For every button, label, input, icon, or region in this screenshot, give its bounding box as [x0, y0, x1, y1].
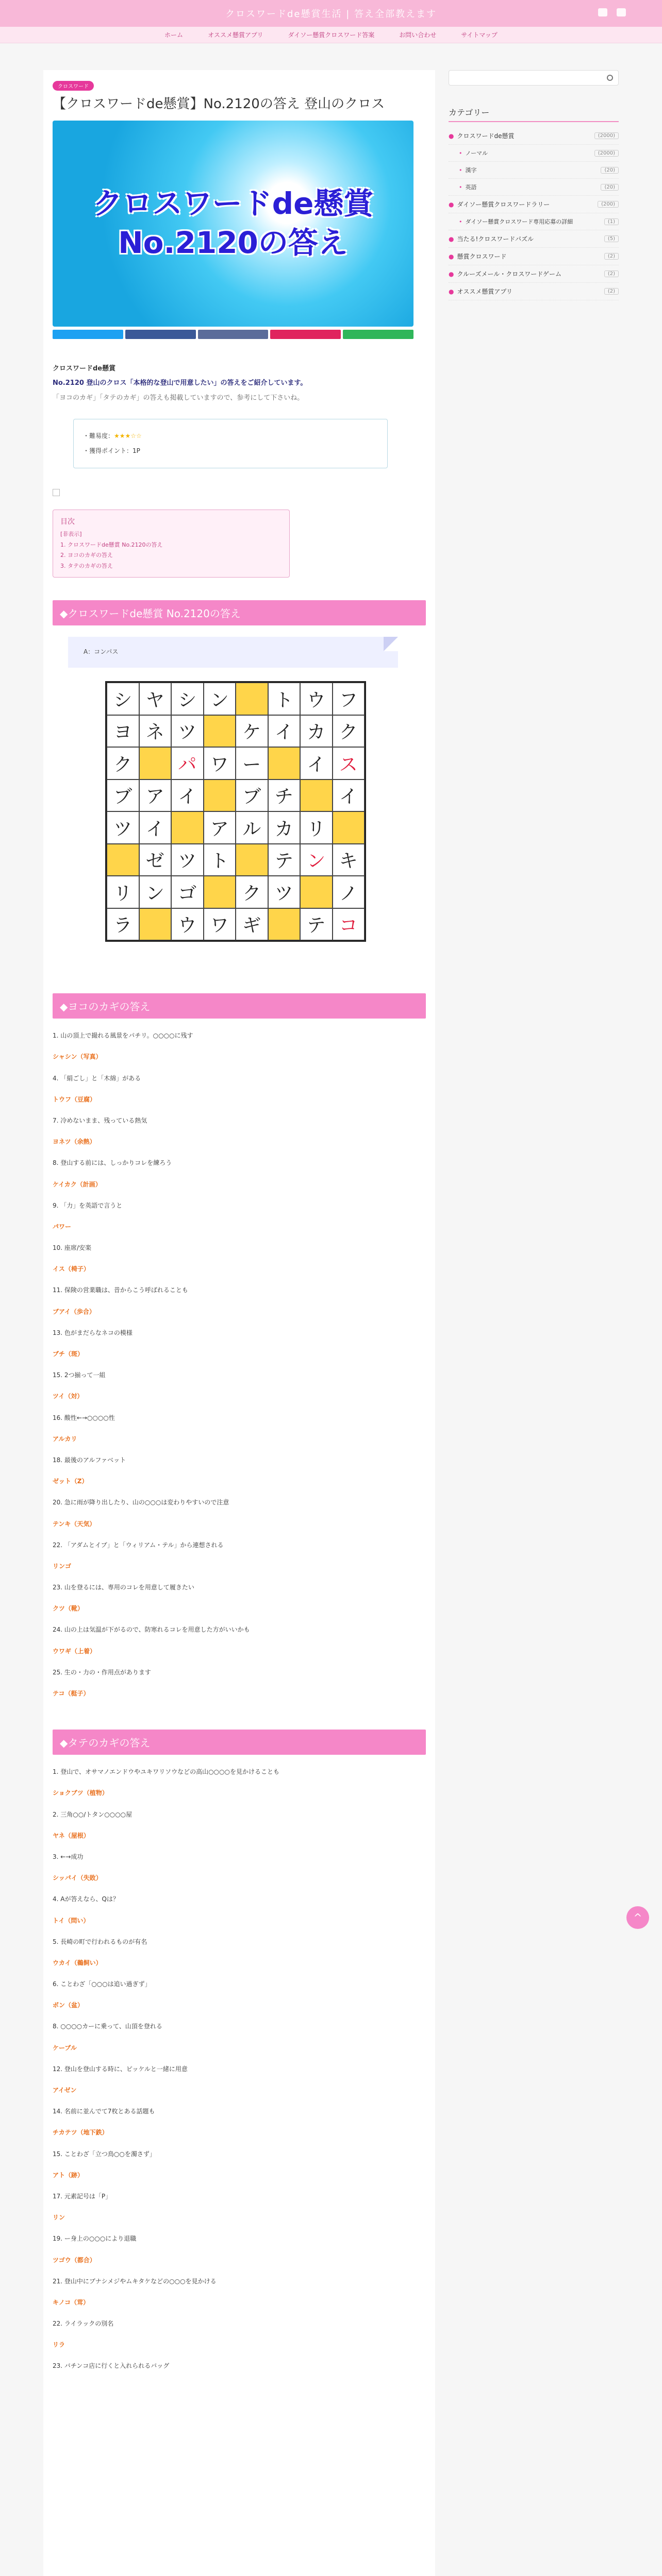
page-top-button[interactable]: ^: [626, 1906, 649, 1929]
grid-cell: カ: [268, 811, 301, 844]
bullet-icon: ●: [449, 132, 454, 140]
answer-box: [68, 637, 398, 668]
clue-question: 2. 三角○○/トタン○○○○屋: [53, 1810, 133, 1818]
grid-cell: ン: [204, 683, 236, 715]
sidebar-category-item[interactable]: [449, 179, 619, 196]
grid-cell: ツ: [171, 844, 204, 876]
grid-cell: ク: [236, 876, 268, 908]
nav-item[interactable]: お問い合わせ: [399, 31, 437, 39]
feed-icon[interactable]: [617, 8, 626, 16]
grid-cell: ル: [236, 811, 268, 844]
grid-cell: ツ: [107, 811, 139, 844]
grid-cell: ブ: [236, 779, 268, 812]
grid-cell: [139, 747, 172, 779]
points-row: ・獲得ポイント：1P: [83, 447, 140, 455]
grid-cell: [268, 908, 301, 941]
intro-strong: No.2120 登山のクロス「本格的な登山で用意したい」の答えをご紹介しています。: [53, 379, 307, 387]
search-input[interactable]: [449, 70, 619, 86]
grid-cell: [333, 811, 365, 844]
grid-cell: [236, 683, 268, 715]
grid-cell: [204, 876, 236, 908]
clue-question: 3. ←→成功: [53, 1853, 84, 1860]
clue-question: 1. 山の頂上で撮れる風景をパチリ。○○○○に残す: [53, 1032, 193, 1040]
clue-question: 24. 山の上は気温が下がるので、防寒れるコレを用意した方がいいかも: [53, 1626, 250, 1634]
sidebar-category-count: (20): [601, 167, 619, 174]
category-list: [449, 127, 619, 300]
page-title: 【クロスワードde懸賞】No.2120の答え 登山のクロス: [53, 96, 385, 112]
yoko-clue-list: [53, 1031, 426, 1699]
difficulty-box: [73, 419, 388, 468]
grid-cell: リ: [300, 811, 333, 844]
grid-cell: ゼ: [139, 844, 172, 876]
nav-item[interactable]: オススメ懸賞アプリ: [208, 31, 263, 39]
sidebar-category-label: [449, 234, 534, 243]
answer-heading: ◆クロスワードde懸賞 No.2120の答え: [53, 600, 426, 625]
grid-cell: リ: [107, 876, 139, 908]
grid-cell: キ: [333, 844, 365, 876]
grid-cell: [300, 876, 333, 908]
line-share-button[interactable]: [343, 330, 413, 339]
clue-answer: ケーブル: [53, 2044, 77, 2052]
sidebar-category-label: [459, 217, 573, 226]
grid-cell: ク: [333, 715, 365, 748]
nav-item[interactable]: ホーム: [164, 31, 184, 39]
grid-cell: ン: [300, 844, 333, 876]
clue-question: 15. ことわざ「立つ鳥○○を濁さず」: [53, 2150, 156, 2158]
clue-answer: ショクブツ（植物）: [53, 1789, 108, 1797]
site-header: [0, 0, 662, 27]
clue-answer: シッパイ（失敗）: [53, 1874, 102, 1882]
nav-item[interactable]: サイトマップ: [461, 31, 498, 39]
clue-question: 23. 山を登るには、専用のコレを用意して履きたい: [53, 1584, 194, 1591]
clue-answer: アイゼン: [53, 2087, 77, 2094]
clue-question: 23. バチンコ店に行くと入れられるバッグ: [53, 2362, 170, 2370]
bullet-icon: ●: [449, 270, 454, 278]
grid-cell: ス: [333, 747, 365, 779]
grid-cell: ワ: [204, 908, 236, 941]
facebook-share-button[interactable]: [125, 330, 196, 339]
sidebar: [449, 70, 619, 300]
grid-cell: ギ: [236, 908, 268, 941]
clue-question: 22. ライラックの別名: [53, 2320, 114, 2328]
clue-question: 6. ことわざ「○○○は追い過ぎず」: [53, 1980, 151, 1988]
sidebar-category-item[interactable]: [449, 145, 619, 162]
sidebar-category-text: オススメ懸賞アプリ: [457, 288, 512, 295]
intro-note: 「ヨコのカギ」「タテのカギ」の答えも掲載していますので、参考にして下さいね。: [53, 394, 304, 402]
sidebar-category-count: (2): [604, 253, 619, 260]
grid-cell: ー: [236, 747, 268, 779]
grid-cell: イ: [139, 811, 172, 844]
grid-cell: ト: [204, 844, 236, 876]
clue-question: 13. 色がまだらなネコの模様: [53, 1329, 133, 1336]
bullet-icon: ●: [449, 288, 454, 295]
sidebar-category-text: 英語: [465, 184, 477, 191]
clue-question: 4. 「絹ごし」と「木綿」がある: [53, 1074, 141, 1082]
grid-cell: ブ: [107, 779, 139, 812]
sidebar-category-item[interactable]: [449, 127, 619, 145]
sidebar-category-text: 漢字: [465, 167, 477, 174]
clue-answer: リンゴ: [53, 1562, 72, 1570]
sidebar-category-text: ノーマル: [465, 150, 488, 157]
grid-cell: イ: [333, 779, 365, 812]
answer-text: A：コンパス: [84, 648, 119, 656]
grid-cell: ヤ: [139, 683, 172, 715]
sidebar-category-count: (2): [604, 288, 619, 295]
difficulty-label: ・難易度：: [83, 432, 114, 440]
clue-answer: テコ（梃子）: [53, 1690, 90, 1698]
sidebar-category-label: [459, 183, 477, 191]
bullet-icon: ●: [449, 201, 454, 208]
bullet-icon: •: [459, 167, 462, 174]
bullet-icon: ●: [449, 235, 454, 243]
category-badge[interactable]: クロスワード: [53, 81, 94, 91]
toc-item[interactable]: 2. ヨコのカギの答え: [60, 552, 113, 559]
share-buttons: [53, 330, 413, 339]
clue-question: 18. 最後のアルファベット: [53, 1456, 126, 1464]
clue-answer: ゼット（Z）: [53, 1478, 88, 1485]
clue-answer: キノコ（茸）: [53, 2298, 90, 2306]
grid-cell: ラ: [107, 908, 139, 941]
clue-answer: ヤネ（屋根）: [53, 1832, 90, 1839]
search-icon[interactable]: [607, 75, 613, 81]
clue-answer: リラ: [53, 2341, 65, 2349]
grid-cell: パ: [171, 747, 204, 779]
sidebar-category-text: 懸賞クロスワード: [457, 253, 507, 260]
toc-list: [60, 540, 282, 572]
clue-answer: イス（椅子）: [53, 1265, 90, 1273]
sidebar-category-count: (20): [601, 184, 619, 191]
clue-question: 5. 長崎の町で行われるものが有名: [53, 1938, 147, 1945]
grid-cell: [139, 908, 172, 941]
grid-cell: ン: [139, 876, 172, 908]
grid-cell: ツ: [171, 715, 204, 748]
grid-cell: [268, 747, 301, 779]
clue-question: 20. 急に雨が降り出したり、山の○○○は変わりやすいので注意: [53, 1499, 229, 1506]
twitter-share-button[interactable]: [53, 330, 123, 339]
clue-question: 8. ○○○○カーに乗って、山頂を登れる: [53, 2023, 162, 2030]
grid-cell: [236, 844, 268, 876]
grid-cell: ウ: [171, 908, 204, 941]
sidebar-category-item[interactable]: [449, 230, 619, 248]
sidebar-category-item[interactable]: [449, 283, 619, 300]
clue-answer: ウワギ（上着）: [53, 1647, 96, 1655]
grid-cell: シ: [171, 683, 204, 715]
grid-cell: [107, 844, 139, 876]
grid-cell: フ: [333, 683, 365, 715]
sidebar-category-item[interactable]: [449, 162, 619, 179]
sidebar-category-label: [459, 166, 477, 174]
clue-answer: アト（跡）: [53, 2171, 84, 2179]
sidebar-category-label: [449, 131, 515, 140]
sidebar-category-text: ダイソー懸賞クロスワードラリー: [457, 201, 550, 208]
hatena-share-button[interactable]: [198, 330, 269, 339]
grid-cell: ア: [204, 811, 236, 844]
clue-answer: ヨネツ（余熱）: [53, 1138, 96, 1146]
sidebar-category-label: [449, 287, 512, 296]
clue-answer: ケイカク（計画）: [53, 1180, 102, 1188]
bullet-icon: ●: [449, 253, 454, 260]
grid-cell: コ: [333, 908, 365, 941]
clue-answer: ウカイ（鵜飼い）: [53, 1959, 102, 1967]
table-of-contents: [53, 510, 290, 578]
grid-cell: ワ: [204, 747, 236, 779]
grid-cell: ゴ: [171, 876, 204, 908]
difficulty-stars: ★★★☆☆: [114, 432, 142, 440]
sidebar-category-count: (200): [598, 201, 619, 208]
intro-text: [53, 362, 426, 406]
clue-answer: ブアイ（歩合）: [53, 1308, 95, 1315]
clue-answer: ツイ（対）: [53, 1393, 84, 1400]
sidebar-category-item[interactable]: [449, 248, 619, 265]
bullet-icon: •: [459, 184, 462, 191]
sidebar-category-item[interactable]: [449, 265, 619, 283]
clue-question: 8. 登山する前には、しっかりコレを練ろう: [53, 1159, 172, 1167]
clue-question: 12. 登山を登山する時に、ピッケルと一緒に用意: [53, 2065, 188, 2073]
tate-clue-list: [53, 1767, 426, 2371]
sidebar-category-text: クルーズメール・クロスワードゲーム: [457, 270, 562, 278]
sidebar-category-item[interactable]: [449, 213, 619, 230]
grid-cell: ヨ: [107, 715, 139, 748]
clue-answer: トイ（問い）: [53, 1917, 90, 1924]
header-icons: [598, 8, 626, 16]
main-article: [43, 70, 435, 2576]
clue-question: 10. 座席/安楽: [53, 1244, 91, 1252]
grid-cell: チ: [268, 779, 301, 812]
mail-icon[interactable]: [598, 8, 607, 16]
eyecatch-line-2: No.2120の答え: [118, 225, 348, 260]
clue-question: 16. 酸性←→○○○○性: [53, 1414, 115, 1421]
toc-item[interactable]: 3. タテのカギの答え: [60, 563, 113, 570]
tate-heading: ◆タテのカギの答え: [53, 1730, 426, 1755]
global-nav: [0, 27, 662, 43]
grid-cell: ケ: [236, 715, 268, 748]
pocket-share-button[interactable]: [270, 330, 341, 339]
clue-answer: トウフ（豆腐）: [53, 1095, 96, 1103]
grid-cell: ツ: [268, 876, 301, 908]
grid-cell: カ: [300, 715, 333, 748]
sidebar-category-text: 当たる!クロスワードパズル: [457, 235, 534, 243]
bullet-icon: •: [459, 150, 462, 157]
clue-answer: テンキ（天気）: [53, 1520, 96, 1528]
grid-cell: ウ: [300, 683, 333, 715]
toc-title: 目次: [60, 518, 75, 527]
clue-answer: ブチ（斑）: [53, 1350, 84, 1358]
clue-question: 19. ー身上の○○○により退職: [53, 2235, 137, 2243]
clue-answer: ボン（盆）: [53, 2002, 84, 2009]
intro-bold: クロスワードde懸賞: [53, 364, 116, 372]
sidebar-category-label: [449, 269, 561, 278]
grid-cell: テ: [268, 844, 301, 876]
grid-cell: テ: [300, 908, 333, 941]
sidebar-category-count: (2): [604, 270, 619, 277]
grid-cell: イ: [300, 747, 333, 779]
grid-cell: ネ: [139, 715, 172, 748]
clue-answer: クツ（靴）: [53, 1605, 84, 1613]
sidebar-category-label: [449, 200, 550, 209]
grid-cell: イ: [268, 715, 301, 748]
eyecatch-line-1: クロスワードde懸賞: [92, 186, 374, 222]
clue-question: 22. 「アダムとイブ」と「ウィリアム・テル」から連想される: [53, 1541, 224, 1549]
clue-answer: シャシン（写真）: [53, 1053, 102, 1061]
sidebar-category-count: (5): [604, 235, 619, 242]
crossword-grid: [105, 681, 366, 942]
site-title[interactable]: クロスワードde懸賞生活 | 答え全部教えます: [225, 9, 437, 20]
grid-cell: [300, 779, 333, 812]
category-widget-title: カテゴリー: [449, 106, 619, 122]
sidebar-category-label: [449, 252, 507, 261]
clue-question: 14. 名前に並んでて7枚とある話題も: [53, 2108, 155, 2115]
nav-item[interactable]: ダイソー懸賞クロスワード答案: [288, 31, 375, 39]
sidebar-category-item[interactable]: [449, 196, 619, 213]
clue-question: 4. Aが答えなら、Qは？: [53, 1895, 119, 1903]
clue-answer: アルカリ: [53, 1435, 77, 1443]
grid-cell: ア: [139, 779, 172, 812]
sidebar-category-count: (1): [604, 218, 619, 225]
clue-question: 11. 保険の営業職は、昔からこう呼ばれることも: [53, 1286, 188, 1294]
toc-toggle[interactable]: [非表示]: [60, 530, 82, 537]
sidebar-category-text: ダイソー懸賞クロスワード専用応募の詳細: [465, 218, 573, 225]
grid-cell: [171, 811, 204, 844]
clue-question: 25. 生の・力の・作用点があります: [53, 1668, 151, 1676]
clue-answer: パワー: [53, 1223, 72, 1230]
toc-item[interactable]: 1. クロスワードde懸賞 No.2120の答え: [60, 541, 163, 548]
clue-answer: ツゴウ（都合）: [53, 2256, 96, 2264]
grid-cell: [204, 715, 236, 748]
clue-question: 1. 登山で、オサマノエンドウやユキワリソウなどの高山○○○○を見かけることも: [53, 1768, 279, 1776]
grid-cell: ト: [268, 683, 301, 715]
difficulty-row: [83, 429, 378, 444]
grid-cell: [204, 779, 236, 812]
sidebar-category-text: クロスワードde懸賞: [457, 132, 515, 140]
clue-question: 21. 登山中にブナシメジやムキタケなどの○○○を見かける: [53, 2277, 217, 2285]
broken-image-icon: [53, 489, 60, 496]
clue-answer: チカテツ（地下鉄）: [53, 2129, 108, 2137]
clue-question: 15. 2つ揃って一組: [53, 1371, 106, 1379]
sidebar-category-count: (2000): [594, 132, 619, 139]
clue-question: 7. 冷めないまま、残っている熱気: [53, 1116, 147, 1124]
clue-question: 9. 「力」を英語で言うと: [53, 1201, 123, 1209]
sidebar-category-count: (2000): [594, 150, 619, 157]
fold-corner: [384, 637, 398, 651]
eyecatch-image: [53, 121, 413, 327]
grid-cell: ク: [107, 747, 139, 779]
grid-cell: ノ: [333, 876, 365, 908]
grid-cell: イ: [171, 779, 204, 812]
grid-cell: シ: [107, 683, 139, 715]
bullet-icon: •: [459, 218, 462, 225]
sidebar-category-label: [459, 149, 488, 157]
yoko-heading: ◆ヨコのカギの答え: [53, 993, 426, 1019]
clue-question: 17. 元素記号は「P」: [53, 2192, 112, 2200]
clue-answer: リン: [53, 2214, 65, 2222]
